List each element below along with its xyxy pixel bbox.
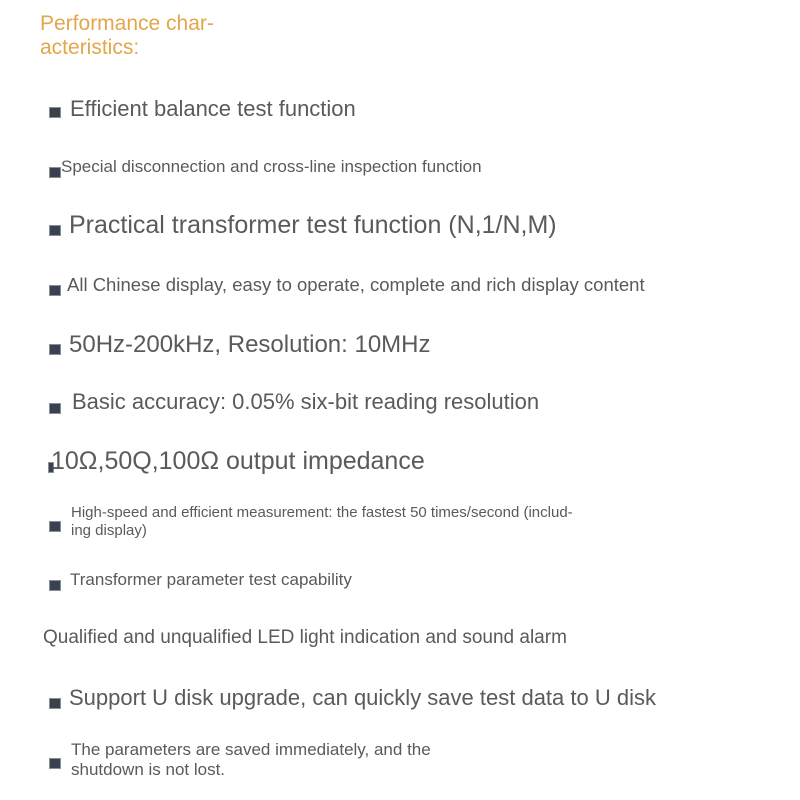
bullet-icon — [49, 758, 61, 769]
bullet-icon — [49, 580, 61, 591]
feature-text: Transformer parameter test capability — [70, 570, 352, 589]
feature-text: Efficient balance test function — [70, 96, 356, 121]
bullet-icon — [49, 107, 61, 118]
bullet-icon — [49, 403, 61, 414]
feature-text: Basic accuracy: 0.05% six-bit reading resolution — [72, 389, 540, 414]
feature-text: All Chinese display, easy to operate, complete and rich display content — [67, 274, 645, 295]
bullet-icon — [49, 225, 61, 236]
bullet-icon — [49, 521, 61, 532]
page-title: Performance char- acteristics: — [40, 12, 214, 59]
bullet-icon — [49, 344, 61, 355]
feature-text: Special disconnection and cross-line inspection function — [61, 157, 482, 176]
feature-text: The parameters are saved immediately, and the shutdown is not lost. — [71, 740, 431, 779]
feature-text: Support U disk upgrade, can quickly save test data to U disk — [69, 685, 656, 710]
feature-text: Qualified and unqualified LED light indication and sound alarm — [43, 627, 567, 648]
feature-text: 50Hz-200kHz, Resolution: 10MHz — [69, 331, 431, 358]
bullet-icon — [49, 285, 61, 296]
feature-text: High-speed and efficient measurement: the fastest 50 times/second (includ- ing display) — [71, 504, 573, 539]
feature-text: Practical transformer test function (N,1/N,M) — [69, 211, 557, 239]
bullet-icon — [49, 167, 61, 178]
bullet-icon — [49, 698, 61, 709]
feature-text: 10Ω,50Q,100Ω output impedance — [51, 447, 425, 475]
